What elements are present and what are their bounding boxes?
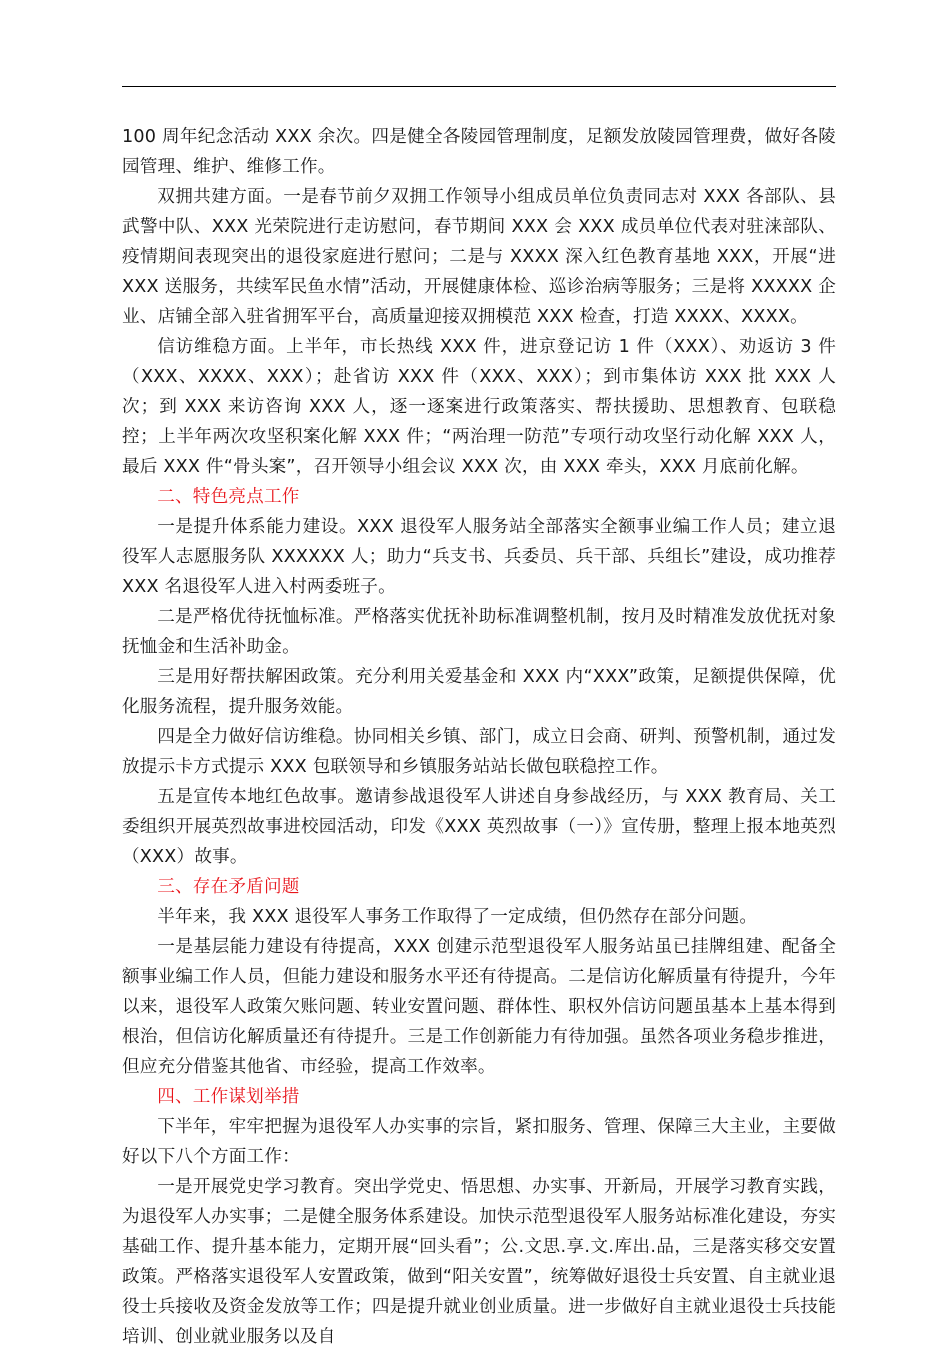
paragraph: 四是全力做好信访维稳。协同相关乡镇、部门，成立日会商、研判、预警机制，通过发放提示卡方式提示 XXX 包联领导和乡镇服务站站长做包联稳控工作。 bbox=[122, 727, 836, 777]
paragraph: 100 周年纪念活动 XXX 余次。四是健全各陵园管理制度，足额发放陵园管理费，做好各陵园管理、维护、维修工作。 bbox=[122, 127, 836, 177]
paragraph: 下半年，牢牢把握为退役军人办实事的宗旨，紧扣服务、管理、保障三大主业，主要做好以下八个方面工作： bbox=[122, 1117, 836, 1167]
paragraph: 三是用好帮扶解困政策。充分利用关爱基金和 XXX 内“XXX”政策，足额提供保障，优化服务流程，提升服务效能。 bbox=[122, 667, 836, 717]
paragraph: 半年来，我 XXX 退役军人事务工作取得了一定成绩，但仍然存在部分问题。 bbox=[157, 907, 758, 927]
paragraph: 一是开展党史学习教育。突出学党史、悟思想、办实事、开新局，开展学习教育实践，为退役军人办实事；二是健全服务体系建设。加快示范型退役军人服务站标准化建设，夯实基础工作、提升基本能力，定期开展“回头看”；公.文思.享.文.库出.品，三是落实移交安置政策。严格落实退役军人安置政策，做到“阳关安置”，统筹做好退役士兵安置、自主就业退役士兵接收及资金发放等工作；四是提升就业创业质量。进一步做好自主就业退役士兵技能培训、创业就业服务以及自 bbox=[122, 1177, 836, 1347]
document-body bbox=[122, 122, 836, 1352]
paragraph-xinfang: 信访维稳方面。上半年，市长热线 XXX 件，进京登记访 1 件（XXX）、劝返访 3 件（XXX、XXXX、XXX）；赴省访 XXX 件（XXX、XXX）；到市集体访 XXX 批 XXX 人次；到 XXX 来访咨询 XXX 人，逐一逐案进行政策落实、帮扶援助、思想教育、包联稳控；上半年两次攻坚积案化解 XXX 件；“两治理一防范”专项行动攻坚行动化解 XXX 人，最后 XXX 件“骨头案”，召开领导小组会议 XXX 次，由 XXX 牵头，XXX 月底前化解。 bbox=[122, 337, 836, 477]
section-heading-4: 四、工作谋划举措 bbox=[157, 1087, 300, 1107]
paragraph: 一是基层能力建设有待提高，XXX 创建示范型退役军人服务站虽已挂牌组建、配备全额事业编工作人员，但能力建设和服务水平还有待提高。二是信访化解质量有待提升，今年以来，退役军人政策欠账问题、转业安置问题、群体性、职权外信访问题虽基本上基本得到根治，但信访化解质量还有待提升。三是工作创新能力有待加强。虽然各项业务稳步推进，但应充分借鉴其他省、市经验，提高工作效率。 bbox=[122, 937, 836, 1077]
section-heading-3: 三、存在矛盾问题 bbox=[157, 877, 300, 897]
paragraph: 一是提升体系能力建设。XXX 退役军人服务站全部落实全额事业编工作人员；建立退役军人志愿服务队 XXXXXX 人；助力“兵支书、兵委员、兵干部、兵组长”建设，成功推荐 XXX 名退役军人进入村两委班子。 bbox=[122, 517, 836, 597]
header-divider bbox=[122, 86, 836, 87]
paragraph-shuangyong: 双拥共建方面。一是春节前夕双拥工作领导小组成员单位负责同志对 XXX 各部队、县武警中队、XXX 光荣院进行走访慰问，春节期间 XXX 会 XXX 成员单位代表对驻涞部队、疫情期间表现突出的退役家庭进行慰问；二是与 XXXX 深入红色教育基地 XXX，开展“进 XXX 送服务，共续军民鱼水情”活动，开展健康体检、巡诊治病等服务；三是将 XXXXX 企业、店铺全部入驻省拥军平台，高质量迎接双拥模范 XXX 检查，打造 XXXX、XXXX。 bbox=[122, 187, 836, 327]
section-heading-2: 二、特色亮点工作 bbox=[157, 487, 300, 507]
paragraph: 五是宣传本地红色故事。邀请参战退役军人讲述自身参战经历，与 XXX 教育局、关工委组织开展英烈故事进校园活动，印发《XXX 英烈故事（一）》宣传册，整理上报本地英烈（XXX）故事。 bbox=[122, 787, 836, 867]
paragraph: 二是严格优待抚恤标准。严格落实优抚补助标准调整机制，按月及时精准发放优抚对象抚恤金和生活补助金。 bbox=[122, 607, 836, 657]
